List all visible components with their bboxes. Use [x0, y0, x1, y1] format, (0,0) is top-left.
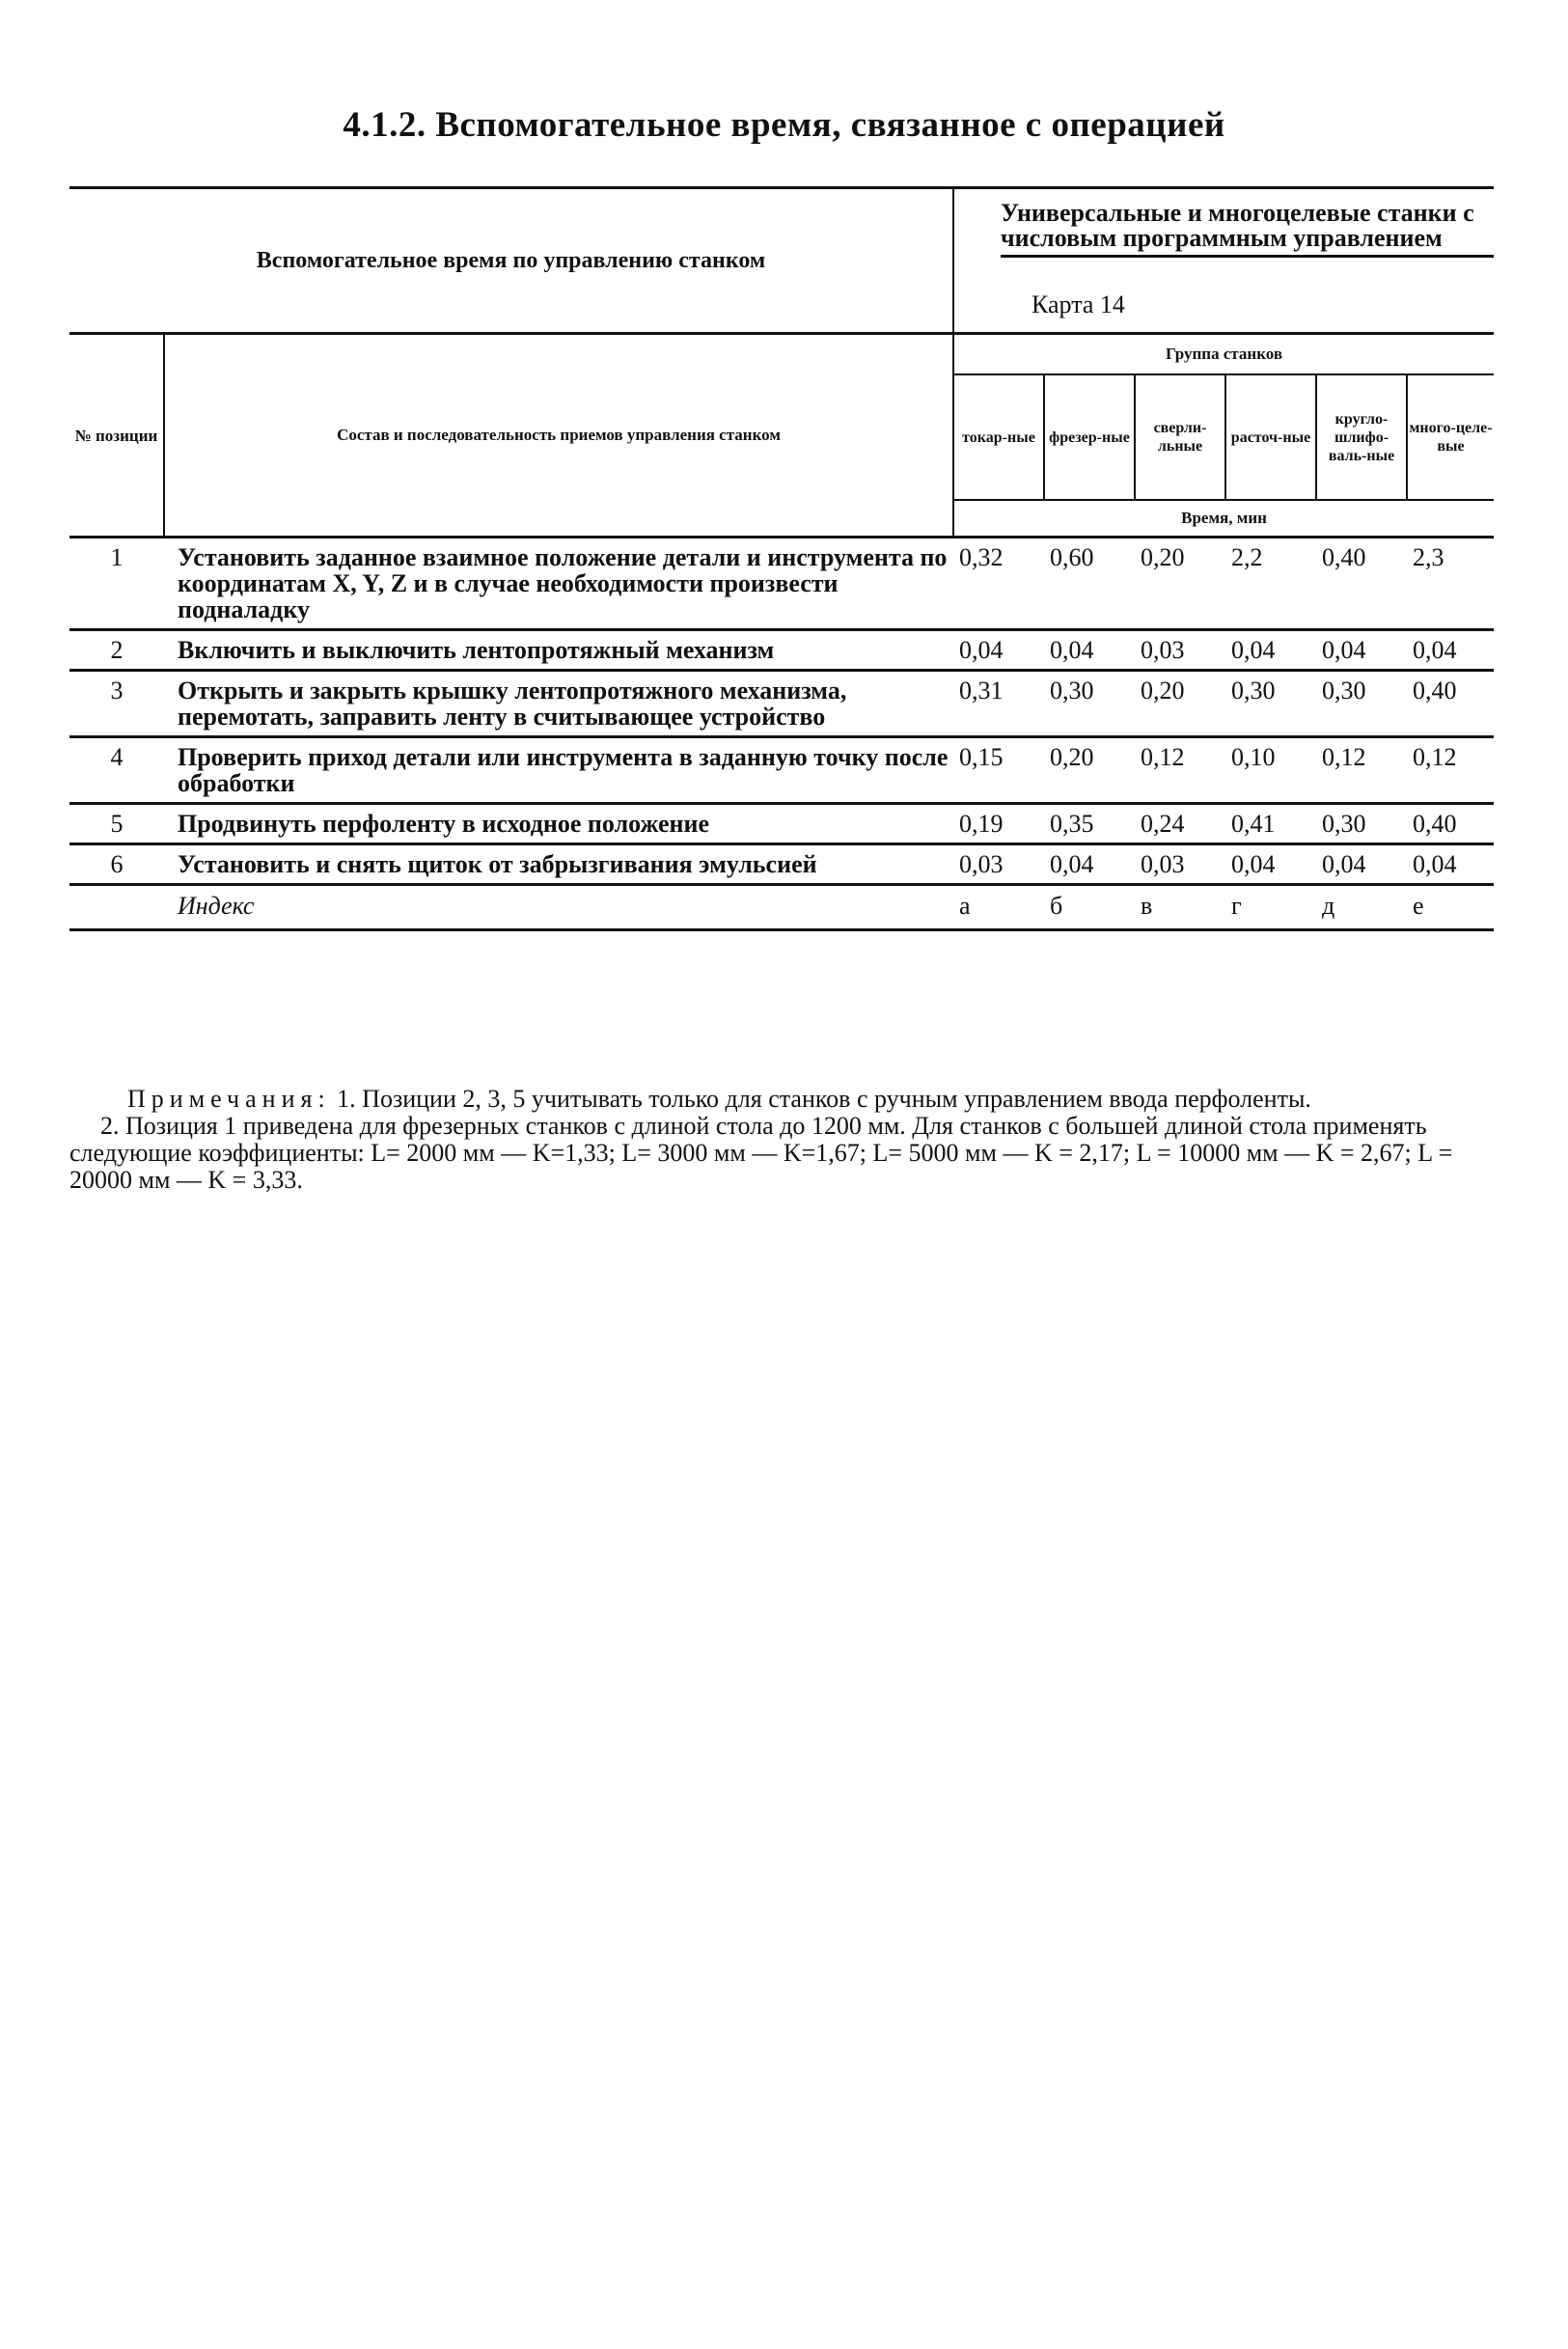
row-value: 0,41	[1225, 804, 1316, 844]
index-value: г	[1225, 885, 1316, 930]
table-row	[69, 671, 1494, 737]
notes-section	[69, 1086, 1498, 1194]
row-value: 0,32	[953, 538, 1044, 630]
column-header-number: № позиции	[69, 334, 164, 538]
row-value: 0,30	[1316, 671, 1407, 737]
notes-label: Примечания:	[127, 1085, 331, 1113]
right-header-text: Универсальные и многоцелевые станки с числовым программным управлением	[1001, 201, 1494, 258]
index-value: е	[1407, 885, 1494, 930]
index-row	[69, 885, 1494, 930]
table-row	[69, 844, 1494, 885]
row-value: 0,04	[1225, 630, 1316, 671]
row-value: 0,04	[1044, 844, 1135, 885]
row-value: 0,12	[1135, 737, 1225, 804]
note-1-text: 1. Позиции 2, 3, 5 учитывать только для станков с ручным управлением ввода перфоленты.	[337, 1085, 1311, 1113]
machine-group-header: Группа станков	[953, 334, 1494, 375]
machine-type-header: сверли-льные	[1135, 374, 1225, 500]
row-value: 0,40	[1407, 804, 1494, 844]
left-header-title: Вспомогательное время по управлению станком	[69, 188, 953, 334]
row-value: 0,03	[953, 844, 1044, 885]
machine-type-header: много-целе-вые	[1407, 374, 1494, 500]
column-header-description: Состав и последовательность приемов управления станком	[164, 334, 953, 538]
row-value: 0,04	[1316, 844, 1407, 885]
row-description: Продвинуть перфоленту в исходное положение	[164, 804, 953, 844]
table-row	[69, 538, 1494, 630]
row-value: 0,04	[1407, 630, 1494, 671]
row-number: 6	[69, 844, 164, 885]
row-value: 0,10	[1225, 737, 1316, 804]
row-value: 0,60	[1044, 538, 1135, 630]
row-value: 0,20	[1135, 671, 1225, 737]
row-value: 0,30	[1225, 671, 1316, 737]
note-2: 2. Позиция 1 приведена для фрезерных станков с длиной стола до 1200 мм. Для станков с большей длиной стола применять следующие коэффициенты: L= 2000 мм — K=1,33; L= 3000 мм — K=1,67; L= 5000 мм — K = 2,17; L = 10000 мм — K = 2,67; L = 20000 мм — K = 3,33.	[69, 1112, 1453, 1194]
row-value: 0,20	[1044, 737, 1135, 804]
row-value: 0,04	[953, 630, 1044, 671]
row-description: Установить и снять щиток от забрызгивания эмульсией	[164, 844, 953, 885]
row-number: 5	[69, 804, 164, 844]
machine-type-header: расточ-ные	[1225, 374, 1316, 500]
row-number: 2	[69, 630, 164, 671]
index-value: д	[1316, 885, 1407, 930]
time-unit-header: Время, мин	[1181, 509, 1267, 527]
card-number: Карта 14	[1032, 290, 1125, 318]
right-header-title	[953, 188, 1494, 278]
index-label: Индекс	[164, 885, 953, 930]
row-value: 0,03	[1135, 630, 1225, 671]
row-value: 0,31	[953, 671, 1044, 737]
note-1	[69, 1086, 1498, 1113]
row-value: 0,20	[1135, 538, 1225, 630]
machine-type-header: фрезер-ные	[1044, 374, 1135, 500]
row-value: 0,24	[1135, 804, 1225, 844]
row-value: 0,12	[1316, 737, 1407, 804]
index-value: в	[1135, 885, 1225, 930]
index-row-spacer	[69, 885, 164, 930]
index-value: б	[1044, 885, 1135, 930]
row-description: Открыть и закрыть крышку лентопротяжного механизма, перемотать, заправить ленту в считывающее устройство	[164, 671, 953, 737]
row-value: 2,3	[1407, 538, 1494, 630]
index-value: а	[953, 885, 1044, 930]
row-value: 0,03	[1135, 844, 1225, 885]
machine-type-header: токар-ные	[953, 374, 1044, 500]
row-number: 3	[69, 671, 164, 737]
row-description: Проверить приход детали или инструмента в заданную точку после обработки	[164, 737, 953, 804]
row-value: 0,04	[1316, 630, 1407, 671]
row-description: Включить и выключить лентопротяжный механизм	[164, 630, 953, 671]
row-description: Установить заданное взаимное положение детали и инструмента по координатам X, Y, Z и в случае необходимости произвести подналадку	[164, 538, 953, 630]
table-row	[69, 630, 1494, 671]
row-value: 0,15	[953, 737, 1044, 804]
row-value: 2,2	[1225, 538, 1316, 630]
machine-type-header: кругло-шлифо-валь-ные	[1316, 374, 1407, 500]
row-number: 4	[69, 737, 164, 804]
row-value: 0,19	[953, 804, 1044, 844]
row-number: 1	[69, 538, 164, 630]
row-value: 0,30	[1044, 671, 1135, 737]
row-value: 0,40	[1316, 538, 1407, 630]
row-value: 0,04	[1044, 630, 1135, 671]
row-value: 0,35	[1044, 804, 1135, 844]
row-value: 0,04	[1407, 844, 1494, 885]
time-table	[69, 186, 1494, 931]
row-value: 0,40	[1407, 671, 1494, 737]
table-row	[69, 804, 1494, 844]
row-value: 0,30	[1316, 804, 1407, 844]
table-row	[69, 737, 1494, 804]
row-value: 0,12	[1407, 737, 1494, 804]
page-title: 4.1.2. Вспомогательное время, связанное с операцией	[343, 105, 1225, 145]
row-value: 0,04	[1225, 844, 1316, 885]
